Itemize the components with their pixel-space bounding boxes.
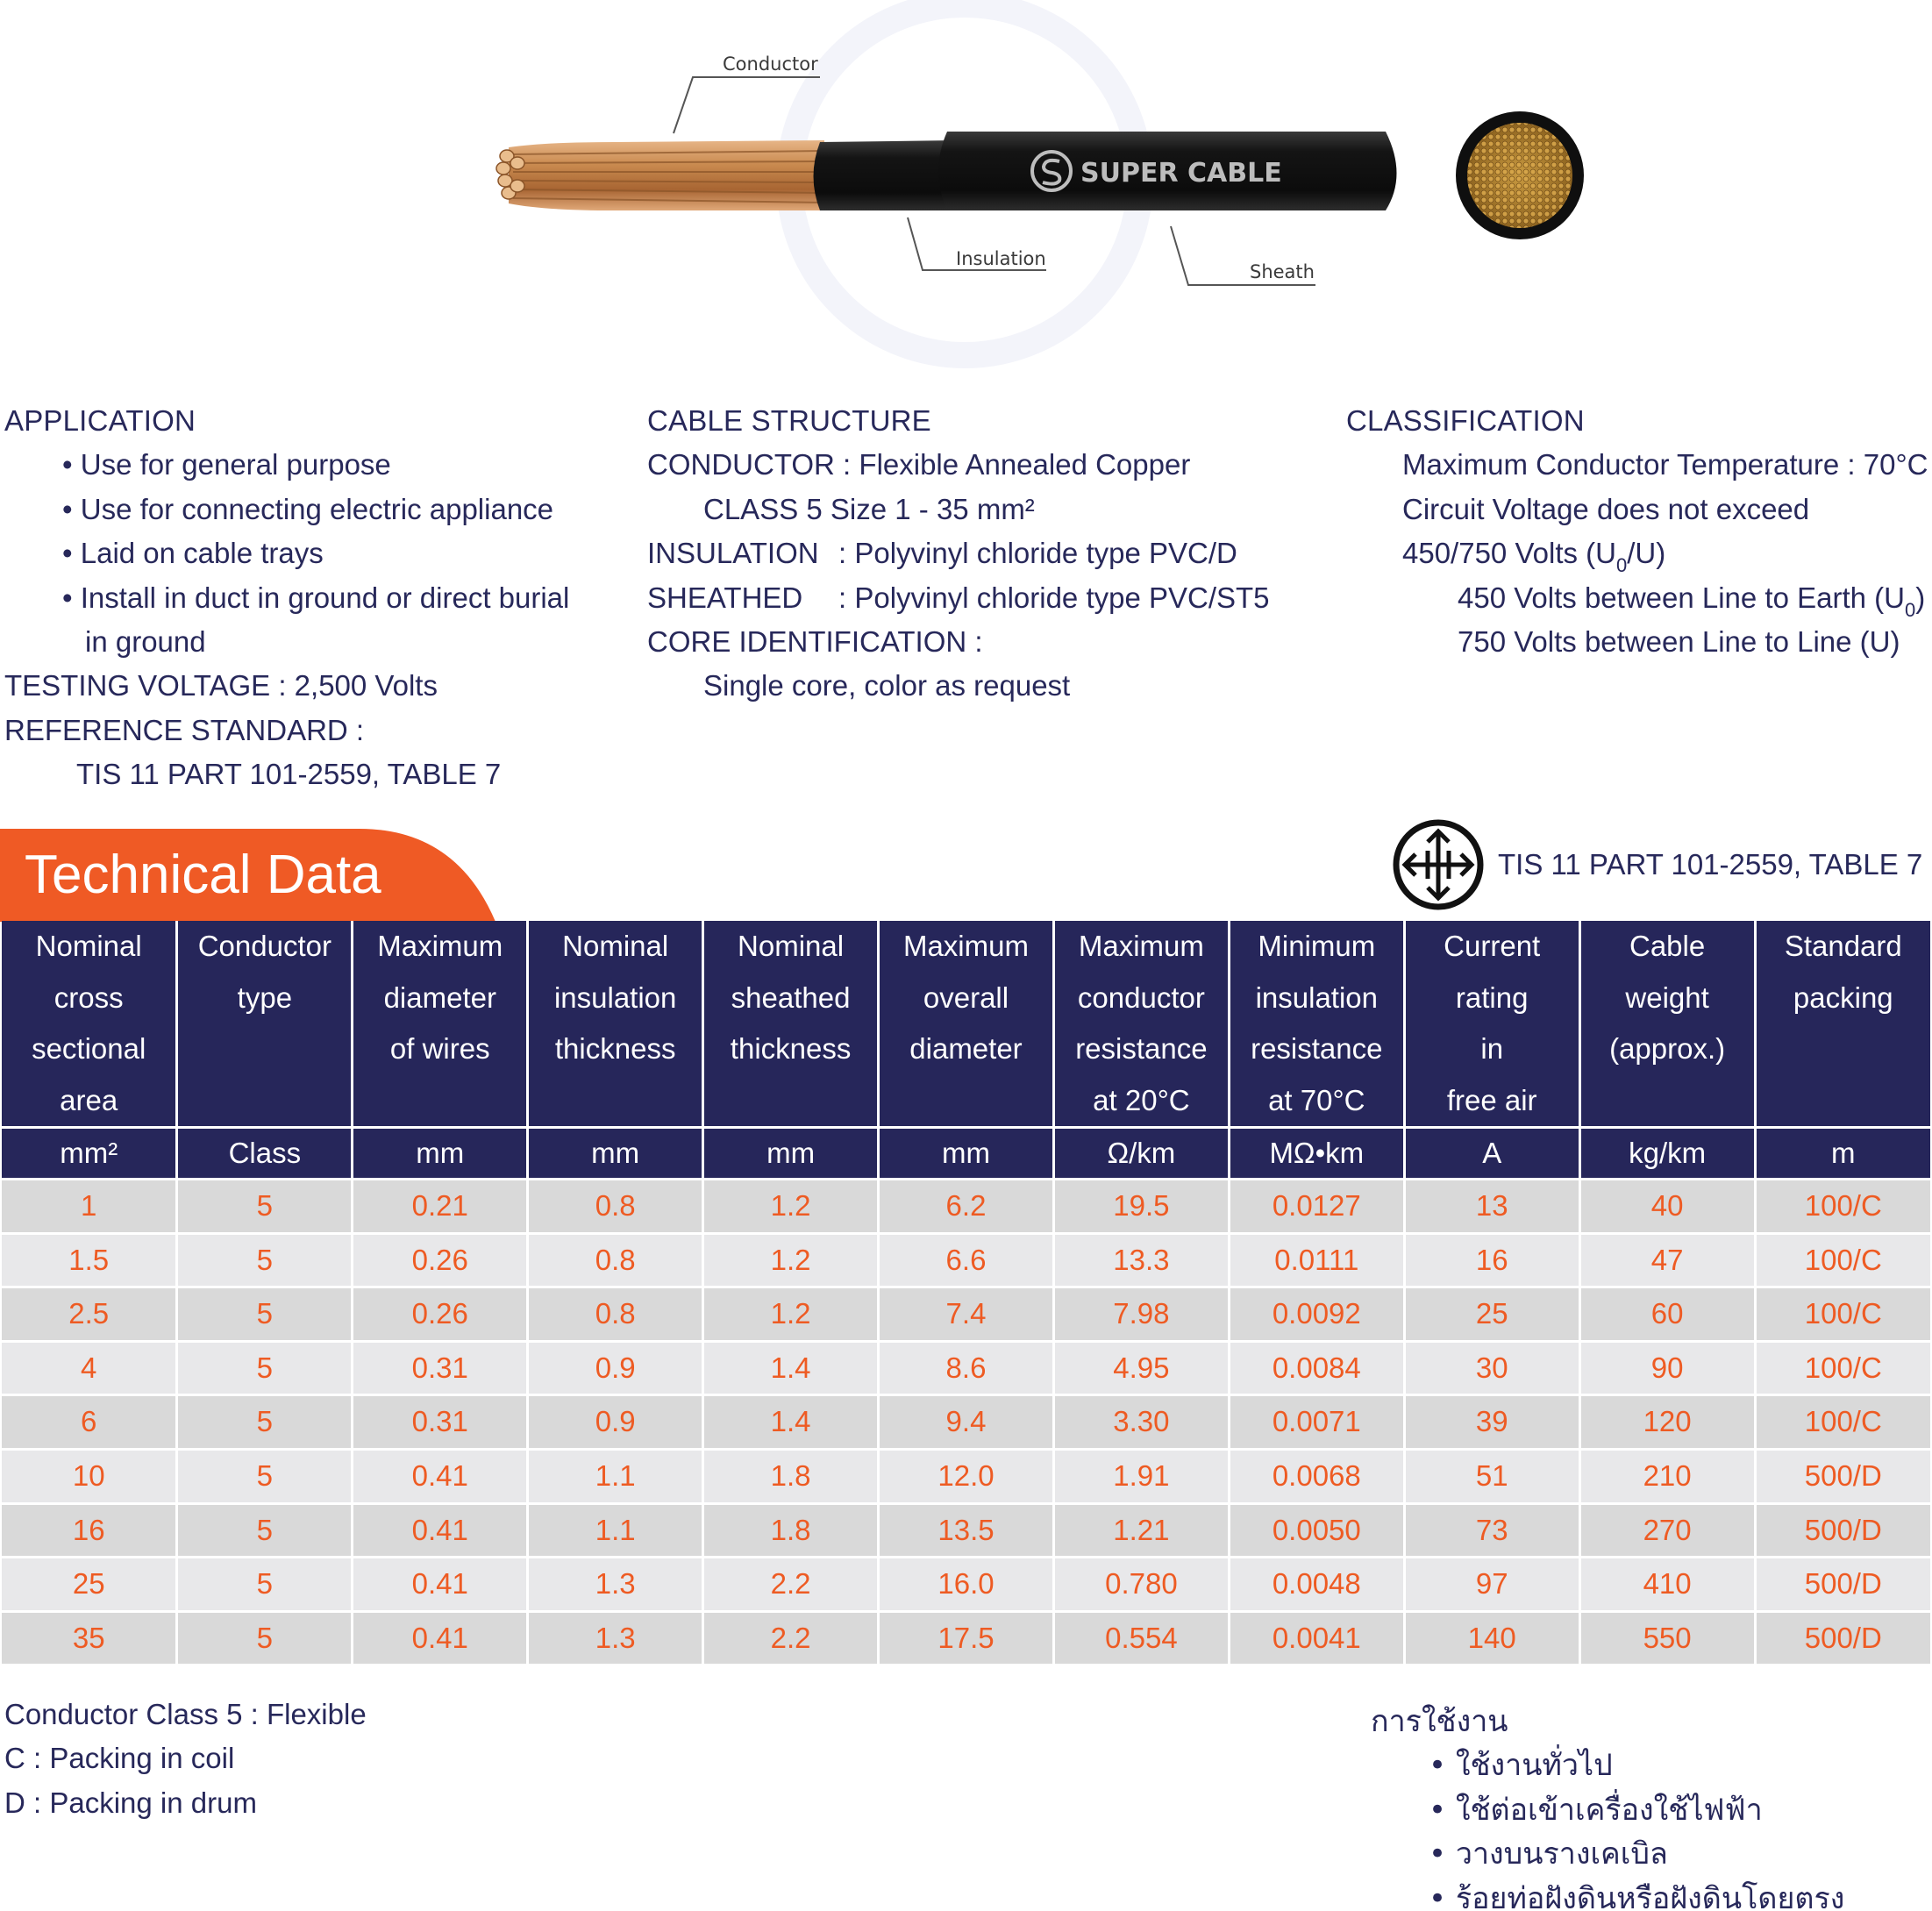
table-cell: 100/C [1755,1287,1930,1342]
table-cell: 0.31 [353,1395,528,1450]
column-header-line: insulation [1255,980,1379,1014]
table-cell: 0.0111 [1229,1233,1404,1287]
line-to-line-voltage: 750 Volts between Line to Line (U) [1458,624,1900,658]
application-item: • Use for general purpose [62,448,391,481]
column-header-line: at 20°C [1093,1083,1190,1116]
table-row [2,1503,1930,1558]
column-header [177,921,353,1128]
table-cell: 17.5 [879,1611,1054,1664]
table-cell: 40 [1579,1180,1755,1234]
table-cell: 1.8 [703,1449,879,1503]
table-row [2,1287,1930,1342]
insulation-layer [814,140,957,210]
thai-application-item: • ร้อยท่อฝังดินหรือฝังดินโดยตรง [1429,1880,1845,1911]
table-cell: 13 [1404,1180,1579,1234]
table-cell: 1.2 [703,1287,879,1342]
column-header [2,921,177,1128]
table-cell: 1.8 [703,1503,879,1558]
table-cell: 0.0068 [1229,1449,1404,1503]
column-header-line: Current [1444,930,1541,962]
thai-application-item: • วางบนรางเคเบิล [1429,1836,1668,1872]
classification-heading: CLASSIFICATION [1346,404,1585,437]
thai-application-item: • ใช้งานทั่วไป [1429,1748,1613,1784]
table-cell: 5 [177,1180,353,1234]
circuit-voltage: Circuit Voltage does not exceed [1402,492,1810,525]
table-row [2,1449,1930,1503]
note-drum: D : Packing in drum [4,1786,257,1819]
column-unit: MΩ•km [1229,1128,1404,1180]
thai-application-item: • ใช้ต่อเข้าเครื่องใช้ไฟฟ้า [1429,1792,1763,1828]
insulation-spec: INSULATION : Polyvinyl chloride type PVC/D [647,537,1237,570]
table-cell: 270 [1579,1503,1755,1558]
table-cell: 9.4 [879,1395,1054,1450]
table-cell: 0.31 [353,1341,528,1395]
insulation-callout: Insulation [956,248,1046,269]
table-cell: 5 [177,1287,353,1342]
table-cell: 0.9 [528,1395,703,1450]
table-cell: 12.0 [879,1449,1054,1503]
column-header-line: weight [1625,980,1709,1014]
table-header-row [2,921,1930,1128]
rated-voltage: 450/750 Volts $(U_0/U)$ [1402,537,1666,577]
table-cell: 2.2 [703,1558,879,1612]
table-cell: 6 [2,1395,177,1450]
table-cell: 4 [2,1341,177,1395]
table-cell: 60 [1579,1287,1755,1342]
conductor-spec: CONDUCTOR : Flexible Annealed Copper [647,448,1191,481]
table-cell: 39 [1404,1395,1579,1450]
table-cell: 0.41 [353,1449,528,1503]
note-coil: C : Packing in coil [4,1742,235,1775]
cable-illustration [0,0,1932,368]
table-cell: 16.0 [879,1558,1054,1612]
column-header-line: Nominal [562,930,669,962]
column-header-line: Maximum [377,930,503,962]
table-cell: 500/D [1755,1503,1930,1558]
table-cell: 7.98 [1053,1287,1229,1342]
column-unit: mm [353,1128,528,1180]
column-header [879,921,1054,1128]
sheathed-spec: SHEATHED : Polyvinyl chloride type PVC/ST5 [647,581,1270,614]
column-header [1053,921,1229,1128]
table-cell: 10 [2,1449,177,1503]
table-cell: 1.91 [1053,1449,1229,1503]
column-header-line: of wires [389,1032,490,1065]
table-cell: 1.4 [703,1341,879,1395]
table-cell: 97 [1404,1558,1579,1612]
table-cell: 1.1 [528,1449,703,1503]
table-cell: 0.9 [528,1341,703,1395]
table-row [2,1558,1930,1612]
cable-structure-heading: CABLE STRUCTURE [647,404,931,437]
testing-voltage: TESTING VOLTAGE : 2,500 Volts [4,669,438,702]
table-cell: 5 [177,1395,353,1450]
table-cell: 2.5 [2,1287,177,1342]
cross-section [1456,111,1584,239]
cable-structure-section [647,399,1270,709]
table-cell: 0.0071 [1229,1395,1404,1450]
brand-name: SUPER CABLE [1080,158,1282,189]
column-header-line: Conductor [197,930,332,962]
column-header-line: resistance [1075,1032,1208,1065]
column-unit: mm [528,1128,703,1180]
table-cell: 0.8 [528,1180,703,1234]
table-cell: 210 [1579,1449,1755,1503]
table-cell: 1.3 [528,1611,703,1664]
table-cell: 0.21 [353,1180,528,1234]
column-header-line: overall [923,980,1009,1014]
max-conductor-temperature: Maximum Conductor Temperature : 70°C [1402,448,1928,481]
technical-data-table [2,921,1930,1664]
application-item-continuation: in ground [85,624,206,658]
table-cell: 1.21 [1053,1503,1229,1558]
table-cell: 90 [1579,1341,1755,1395]
technical-data-standard: TIS 11 PART 101-2559, TABLE 7 [1498,848,1923,881]
table-cell: 47 [1579,1233,1755,1287]
tis-certification-icon [1393,819,1484,910]
table-cell: 0.8 [528,1233,703,1287]
sheath-callout: Sheath [1250,261,1315,282]
column-header-line: Nominal [35,930,142,962]
table-cell: 30 [1404,1341,1579,1395]
table-cell: 140 [1404,1611,1579,1664]
column-header-line: area [60,1083,118,1116]
column-unit: mm [703,1128,879,1180]
table-row [2,1233,1930,1287]
table-cell: 0.0092 [1229,1287,1404,1342]
application-item: • Install in duct in ground or direct burial [62,581,570,614]
core-identification-value: Single core, color as request [703,669,1071,702]
table-cell: 6.6 [879,1233,1054,1287]
table-cell: 550 [1579,1611,1755,1664]
table-cell: 13.3 [1053,1233,1229,1287]
table-cell: 100/C [1755,1233,1930,1287]
table-cell: 0.26 [353,1233,528,1287]
table-cell: 5 [177,1341,353,1395]
application-item: • Use for connecting electric appliance [62,492,554,525]
conductor-class: CLASS 5 Size 1 - 35 mm² [703,492,1035,525]
table-cell: 5 [177,1233,353,1287]
table-cell: 500/D [1755,1558,1930,1612]
column-header [528,921,703,1128]
column-header-line: sectional [32,1032,146,1065]
table-cell: 1.5 [2,1233,177,1287]
table-cell: 120 [1579,1395,1755,1450]
column-unit: Class [177,1128,353,1180]
application-section [4,399,569,797]
table-cell: 0.0127 [1229,1180,1404,1234]
table-row [2,1395,1930,1450]
table-cell: 0.780 [1053,1558,1229,1612]
table-cell: 5 [177,1558,353,1612]
table-cell: 500/D [1755,1611,1930,1664]
cable-drawing [0,0,1932,368]
table-cell: 100/C [1755,1395,1930,1450]
column-header [1229,921,1404,1128]
column-header-line: Cable [1629,930,1706,962]
table-cell: 100/C [1755,1341,1930,1395]
column-unit: Ω/km [1053,1128,1229,1180]
table-cell: 7.4 [879,1287,1054,1342]
column-unit: mm [879,1128,1054,1180]
column-header-line: rating [1455,980,1529,1014]
column-header-line: packing [1793,980,1893,1014]
technical-data-title: Technical Data [25,845,381,905]
table-cell: 6.2 [879,1180,1054,1234]
column-header [1755,921,1930,1128]
column-header-line: Nominal [738,930,845,962]
table-cell: 1.4 [703,1395,879,1450]
table-cell: 0.41 [353,1558,528,1612]
table-row [2,1611,1930,1664]
table-cell: 35 [2,1611,177,1664]
column-header-line: type [237,980,293,1014]
table-cell: 0.41 [353,1611,528,1664]
core-identification-label: CORE IDENTIFICATION : [647,624,983,658]
column-header-line: Maximum [1078,930,1204,962]
table-cell: 1.2 [703,1233,879,1287]
column-header-line: resistance [1251,1032,1383,1065]
column-header-line: (approx.) [1609,1032,1726,1065]
column-header-line: diameter [909,1032,1023,1065]
table-cell: 16 [2,1503,177,1558]
table-row [2,1341,1930,1395]
table-cell: 19.5 [1053,1180,1229,1234]
table-cell: 1.2 [703,1180,879,1234]
table-cell: 0.8 [528,1287,703,1342]
table-row [2,1180,1930,1234]
table-cell: 25 [1404,1287,1579,1342]
table-cell: 8.6 [879,1341,1054,1395]
table-cell: 0.0048 [1229,1558,1404,1612]
column-header-line: Minimum [1258,930,1376,962]
thai-application [1371,1700,1844,1911]
table-cell: 0.0041 [1229,1611,1404,1664]
column-header-line: Standard [1784,930,1902,962]
column-header [703,921,879,1128]
table-cell: 13.5 [879,1503,1054,1558]
table-cell: 1.1 [528,1503,703,1558]
table-cell: 410 [1579,1558,1755,1612]
table-cell: 100/C [1755,1180,1930,1234]
table-cell: 0.41 [353,1503,528,1558]
classification-section [1346,399,1928,664]
column-unit: m [1755,1128,1930,1180]
column-header-line: in [1480,1032,1504,1065]
reference-standard-label: REFERENCE STANDARD : [4,713,365,746]
column-header [1579,921,1755,1128]
table-cell: 5 [177,1503,353,1558]
column-header-line: at 70°C [1268,1083,1365,1116]
table-cell: 0.0050 [1229,1503,1404,1558]
table-cell: 51 [1404,1449,1579,1503]
table-cell: 5 [177,1449,353,1503]
table-units-row [2,1128,1930,1180]
table-cell: 0.26 [353,1287,528,1342]
column-unit: mm² [2,1128,177,1180]
thai-application-heading: การใช้งาน [1371,1704,1508,1739]
column-header-line: conductor [1077,980,1205,1014]
table-cell: 4.95 [1053,1341,1229,1395]
column-header [353,921,528,1128]
table-cell: 2.2 [703,1611,879,1664]
column-header-line: cross [53,980,124,1014]
column-header-line: thickness [730,1032,852,1065]
reference-standard-value: TIS 11 PART 101-2559, TABLE 7 [76,758,502,791]
column-header-line: Maximum [902,930,1029,962]
table-cell: 1 [2,1180,177,1234]
table-cell: 73 [1404,1503,1579,1558]
column-header-line: sheathed [731,980,851,1014]
table-cell: 0.554 [1053,1611,1229,1664]
table-cell: 5 [177,1611,353,1664]
column-header-line: thickness [554,1032,676,1065]
column-header-line: diameter [383,980,496,1014]
application-item: • Laid on cable trays [62,537,324,570]
column-header-line: free air [1446,1083,1537,1116]
table-cell: 16 [1404,1233,1579,1287]
column-header-line: insulation [553,980,677,1014]
note-conductor-class: Conductor Class 5 : Flexible [4,1698,367,1730]
table-cell: 500/D [1755,1449,1930,1503]
column-unit: A [1404,1128,1579,1180]
column-header [1404,921,1579,1128]
conductor-callout: Conductor [723,53,818,75]
column-unit: kg/km [1579,1128,1755,1180]
application-heading: APPLICATION [4,404,196,437]
conductor-strands [496,140,824,210]
table-cell: 1.3 [528,1558,703,1612]
table-cell: 0.0084 [1229,1341,1404,1395]
table-cell: 25 [2,1558,177,1612]
line-to-earth-voltage: 450 Volts between Line to Earth $(U_0)$ [1458,581,1926,621]
table-cell: 3.30 [1053,1395,1229,1450]
packing-notes [4,1693,367,1825]
